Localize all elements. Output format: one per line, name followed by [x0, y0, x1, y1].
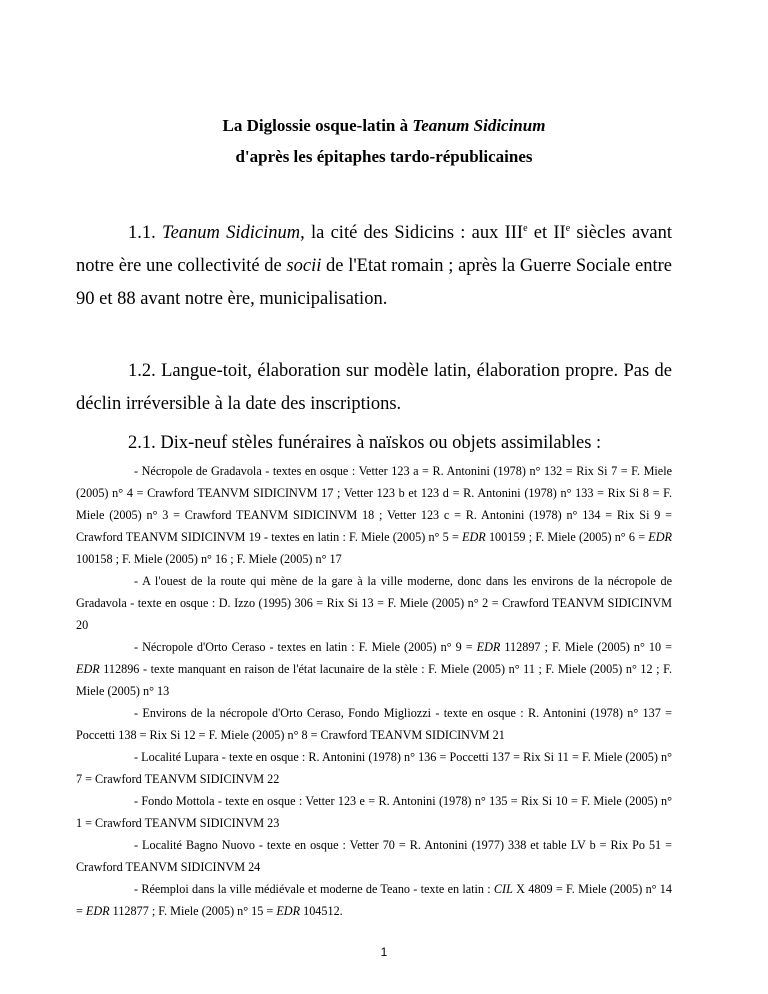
superscript: e [523, 222, 528, 234]
para-italic: Teanum Sidicinum [162, 223, 301, 243]
title-italic: Teanum Sidicinum [412, 116, 546, 135]
list-item: - Nécropole de Gradavola - textes en osque : Vetter 123 a = R. Antonini (1978) n° 132 = Rix Si 7 = F. Miele (2005) n° 4 = Crawford TEANVM SIDICINVM 17 ; Vetter 123 b et 123 d = R. Antonini (1978) n° 133 = Rix Si 8 = F. Miele (2005) n° 3 = Crawford TEANVM SIDICINVM 18 ; Vetter 123 c = R. Antonini (1978) n° 134 = Rix Si 9 = Crawford TEANVM SIDICINVM 19 - textes en latin : F. Miele (2005) n° 5 = EDR 100159 ; F. Miele (2005) n° 6 = EDR 100158 ; F. Miele (2005) n° 16 ; F. Miele (2005) n° 17 [76, 464, 672, 566]
list-item: - Localité Lupara - texte en osque : R. Antonini (1978) n° 136 = Poccetti 137 = Rix Si 11 = F. Miele (2005) n° 7 = Crawford TEANVM SIDICINVM 22 [76, 750, 672, 786]
page-number: 1 [380, 945, 388, 959]
list-item: - Nécropole d'Orto Ceraso - textes en latin : F. Miele (2005) n° 9 = EDR 112897 ; F. Miele (2005) n° 10 = EDR 112896 - texte manquant en raison de l'état lacunaire de la stèle : F. Miele (2005) n° 11 ; F. Miele (2005) n° 12 ; F. Miele (2005) n° 13 [76, 640, 673, 698]
para-text: siècles avant notre ère une collectivité de [76, 223, 673, 276]
document-title-line2: d'après les épitaphes tardo-républicaines [235, 147, 533, 166]
para-italic: socii [286, 256, 322, 276]
para-text: 2.1. Dix-neuf stèles funéraires à naïskos ou objets assimilables : [128, 433, 602, 453]
para-text: , la cité des Sidicins : aux III [300, 223, 524, 243]
paragraph-1-1 [76, 217, 672, 316]
title-text: La Diglossie osque-latin à [222, 116, 413, 135]
list-item: - Réemploi dans la ville médiévale et moderne de Teano - texte en latin : CIL X 4809 = F. Miele (2005) n° 14 = EDR 112877 ; F. Miele (2005) n° 15 = EDR 104512. [76, 882, 672, 918]
para-text: et II [527, 223, 566, 243]
para-number: 1.1. [128, 223, 162, 243]
paragraph-1-2 [76, 355, 672, 421]
inscription-list [76, 460, 672, 922]
list-item: - Fondo Mottola - texte en osque : Vetter 123 e = R. Antonini (1978) n° 135 = Rix Si 10 = F. Miele (2005) n° 1 = Crawford TEANVM SIDICINVM 23 [76, 794, 672, 830]
superscript: e [565, 222, 571, 234]
paragraph-2-1 [76, 427, 672, 460]
para-text: 1.2. Langue-toit, élaboration sur modèle latin, élaboration propre. Pas de déclin irréversible à la date des inscriptions. [76, 361, 672, 414]
list-item: - A l'ouest de la route qui mène de la gare à la ville moderne, donc dans les environs de la nécropole de Gradavola - texte en osque : D. Izzo (1995) 306 = Rix Si 13 = F. Miele (2005) n° 2 = Crawford TEANVM SIDICINVM 20 [76, 574, 672, 632]
list-item: - Environs de la nécropole d'Orto Ceraso, Fondo Migliozzi - texte en osque : R. Antonini (1978) n° 137 = Poccetti 138 = Rix Si 12 = F. Miele (2005) n° 8 = Crawford TEANVM SIDICINVM 21 [76, 706, 672, 742]
list-item: - Localité Bagno Nuovo - texte en osque : Vetter 70 = R. Antonini (1977) 338 et table LV b = Rix Po 51 = Crawford TEANVM SIDICINVM 24 [76, 838, 672, 874]
document-title-line1 [0, 116, 768, 136]
para-text: de l'Etat romain ; après la Guerre Sociale entre 90 et 88 avant notre ère, municipalisation. [76, 256, 672, 309]
